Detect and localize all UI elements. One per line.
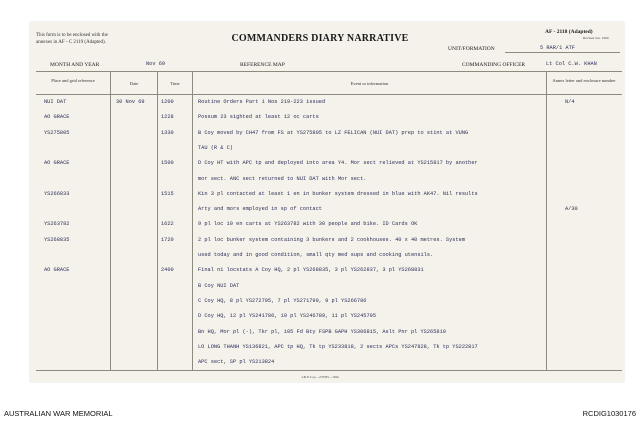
row-time: 1500 xyxy=(161,160,174,167)
unit-value: 5 RAR/1 ATF xyxy=(540,45,575,51)
row-place: YS275805 xyxy=(44,129,70,136)
unit-label: UNIT/FORMATION xyxy=(448,46,495,52)
row-event: mor sect. ANC sect returned to NUI DAT with Mor sect. xyxy=(198,175,367,182)
revision-date: Revised Jan. 1969 xyxy=(583,36,609,40)
form-note-line: annexes in AF - C 2119 (Adapted). xyxy=(36,39,106,45)
row-place: NUI DAT xyxy=(44,99,67,105)
row-event: 9 pl loc 10 en carts at YS263782 with 30 people and bike. ID Cards OK xyxy=(198,221,418,228)
row-event: Final ni locstats A Coy HQ, 2 pl YS268835, 3 pl YS262837, 3 pl YS268831 xyxy=(198,267,424,274)
row-annex: A/30 xyxy=(565,206,578,213)
row-event: used today and in good condition, small qty med sups and cooking utensils. xyxy=(198,252,434,258)
row-place: YS268835 xyxy=(44,236,70,243)
row-place: AO GRACE xyxy=(44,114,70,121)
month-label: MONTH AND YEAR xyxy=(50,62,100,68)
row-time: 2400 xyxy=(161,267,174,274)
row-time: 1330 xyxy=(161,129,174,136)
document-title: COMMANDERS DIARY NARRATIVE xyxy=(231,33,409,44)
column-header-date: Date xyxy=(129,81,139,86)
archive-reference: RCDIG1030176 xyxy=(582,409,636,418)
column-header-time: Time xyxy=(170,81,180,86)
row-event: C Coy HQ, 8 pl YS272795, 7 pl YS271799, 9 pl YS266786 xyxy=(198,297,367,304)
row-place: AO GRACE xyxy=(44,160,70,167)
form-number: AF - 2118 (Adapted) xyxy=(545,29,593,35)
row-place: YS266833 xyxy=(44,190,70,197)
row-event: Routine Orders Part 1 Nos 219-223 issued xyxy=(198,99,326,105)
row-time: 1200 xyxy=(161,99,174,105)
row-event: B Coy NUI DAT xyxy=(198,282,240,289)
row-event: Bn HQ, Mor pl (-), Tkr pl, 105 Fd Bty FSPB GAPH YS306815, Aslt Pnr pl YS265810 xyxy=(198,328,446,335)
row-time: 1228 xyxy=(161,114,174,121)
row-time: 1515 xyxy=(161,190,174,197)
commanding-officer-label: COMMANDING OFFICER xyxy=(462,62,526,68)
form-note-line: This form is to be enclosed with the xyxy=(36,33,108,38)
month-value: Nov 69 xyxy=(146,61,166,67)
column-header-event: Event or information xyxy=(350,81,389,86)
row-time: 1622 xyxy=(161,221,174,228)
row-event: APC sect, SP pl YS213824 xyxy=(198,359,275,366)
row-annex: N/4 xyxy=(565,99,575,105)
commanding-officer-value: Lt Col C.W. KHAN xyxy=(546,61,597,67)
row-event: D Coy HQ, 12 pl YS241786, 10 pl YS246789, 11 pl YS245795 xyxy=(198,313,377,320)
row-place: AO GRACE xyxy=(44,267,70,274)
column-header-annex: Annex letter and enclosure number xyxy=(552,78,616,83)
column-header-place: Place and grid reference xyxy=(51,78,95,83)
row-event: 2 pl loc bunker system containing 3 bunkers and 2 cookhouses. 40 x 40 metres. System xyxy=(198,236,466,243)
printer-imprint: I & P Coy—270/85—10m xyxy=(301,375,339,379)
row-place: YS263782 xyxy=(44,221,70,228)
row-event: Kin 3 pl contacted at least 1 en in bunker system dressed in blue with AK47. Nil results xyxy=(198,190,478,197)
row-date: 30 Nov 69 xyxy=(116,99,145,105)
archive-name: AUSTRALIAN WAR MEMORIAL xyxy=(4,409,113,418)
row-event: B Coy moved by CH47 from FS at YS275805 to LZ FELICAN (NUI DAT) prep to stint at VUNG xyxy=(198,129,469,136)
row-event: Possum 23 sighted at least 12 oc carts xyxy=(198,114,319,121)
reference-map-label: REFERENCE MAP xyxy=(240,62,285,68)
row-event: TAU (R & C) xyxy=(198,144,233,151)
row-event: Arty and mors employed in sp of contact xyxy=(198,206,322,213)
row-time: 1720 xyxy=(161,236,174,243)
row-event: D Coy HT with APC tp and deployed into area Y4. Mor sect relieved at YS215817 by another xyxy=(198,160,478,167)
row-event: LO LONG THANH YS136821, APC tp HQ, Tk tp YS233818, 2 sects APCs YS247828, Tk tp YS222817 xyxy=(198,343,478,350)
